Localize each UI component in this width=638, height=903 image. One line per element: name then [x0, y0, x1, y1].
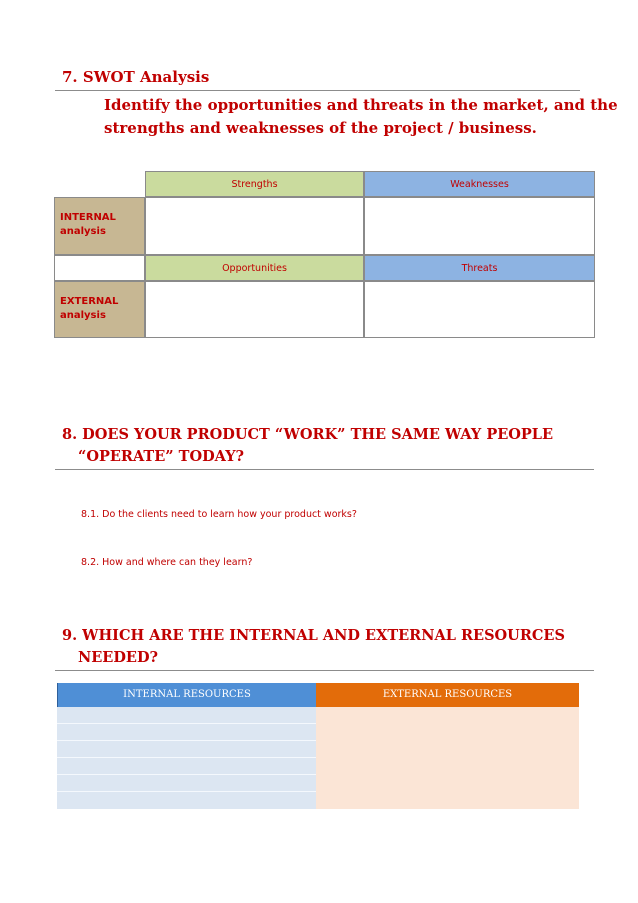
section9-heading-line2: NEEDED?: [78, 649, 159, 666]
external-line2: analysis: [60, 310, 106, 321]
swot-heading: 7. SWOT Analysis: [62, 68, 210, 86]
strengths-header: [145, 171, 364, 197]
resource-row: [57, 724, 316, 741]
internal-line2: analysis: [60, 226, 106, 237]
section8-heading-line2: “OPERATE” TODAY?: [78, 448, 245, 465]
section8-rule: [55, 469, 594, 470]
resource-row: [57, 758, 316, 775]
weaknesses-input-cell[interactable]: [364, 197, 595, 255]
external-resources-label: EXTERNAL RESOURCES: [382, 689, 513, 700]
section9-heading-line1: 9. WHICH ARE THE INTERNAL AND EXTERNAL RESOURCES: [62, 627, 565, 644]
strengths-input-cell[interactable]: [145, 197, 364, 255]
weaknesses-label: Weaknesses: [450, 179, 509, 190]
threats-input-cell[interactable]: [364, 281, 595, 338]
question-8-1: 8.1. Do the clients need to learn how your product works?: [81, 509, 357, 520]
resource-row: [57, 707, 316, 724]
swot-corner-cell: [54, 171, 145, 197]
section8-heading-line1: 8. DOES YOUR PRODUCT “WORK” THE SAME WAY PEOPLE: [62, 426, 554, 443]
resource-row: [57, 741, 316, 758]
swot-table: [54, 171, 595, 338]
threats-label: Threats: [461, 263, 498, 274]
swot-corner-cell-2: [54, 255, 145, 281]
opportunities-input-cell[interactable]: [145, 281, 364, 338]
swot-subtitle-line2: strengths and weaknesses of the project / business.: [104, 119, 537, 137]
internal-line1: INTERNAL: [60, 212, 116, 223]
internal-resources-label: INTERNAL RESOURCES: [123, 689, 251, 700]
external-resources-header: [316, 683, 579, 707]
question-8-2: 8.2. How and where can they learn?: [81, 557, 253, 568]
opportunities-header: [145, 255, 364, 281]
external-analysis-cell: [54, 281, 145, 338]
swot-subtitle-line1: Identify the opportunities and threats in the market, and the: [104, 96, 618, 114]
opportunities-label: Opportunities: [222, 263, 287, 274]
internal-analysis-cell: [54, 197, 145, 255]
weaknesses-header: [364, 171, 595, 197]
external-resources-body[interactable]: [316, 707, 579, 809]
strengths-label: Strengths: [231, 179, 278, 190]
external-line1: EXTERNAL: [60, 296, 119, 307]
internal-analysis-label: [55, 198, 144, 239]
threats-header: [364, 255, 595, 281]
external-analysis-label: [55, 282, 144, 323]
section9-rule: [55, 670, 594, 671]
internal-resources-header: [57, 683, 316, 707]
resource-row: [57, 775, 316, 792]
resources-table: [57, 683, 579, 809]
heading-rule: [55, 90, 580, 91]
